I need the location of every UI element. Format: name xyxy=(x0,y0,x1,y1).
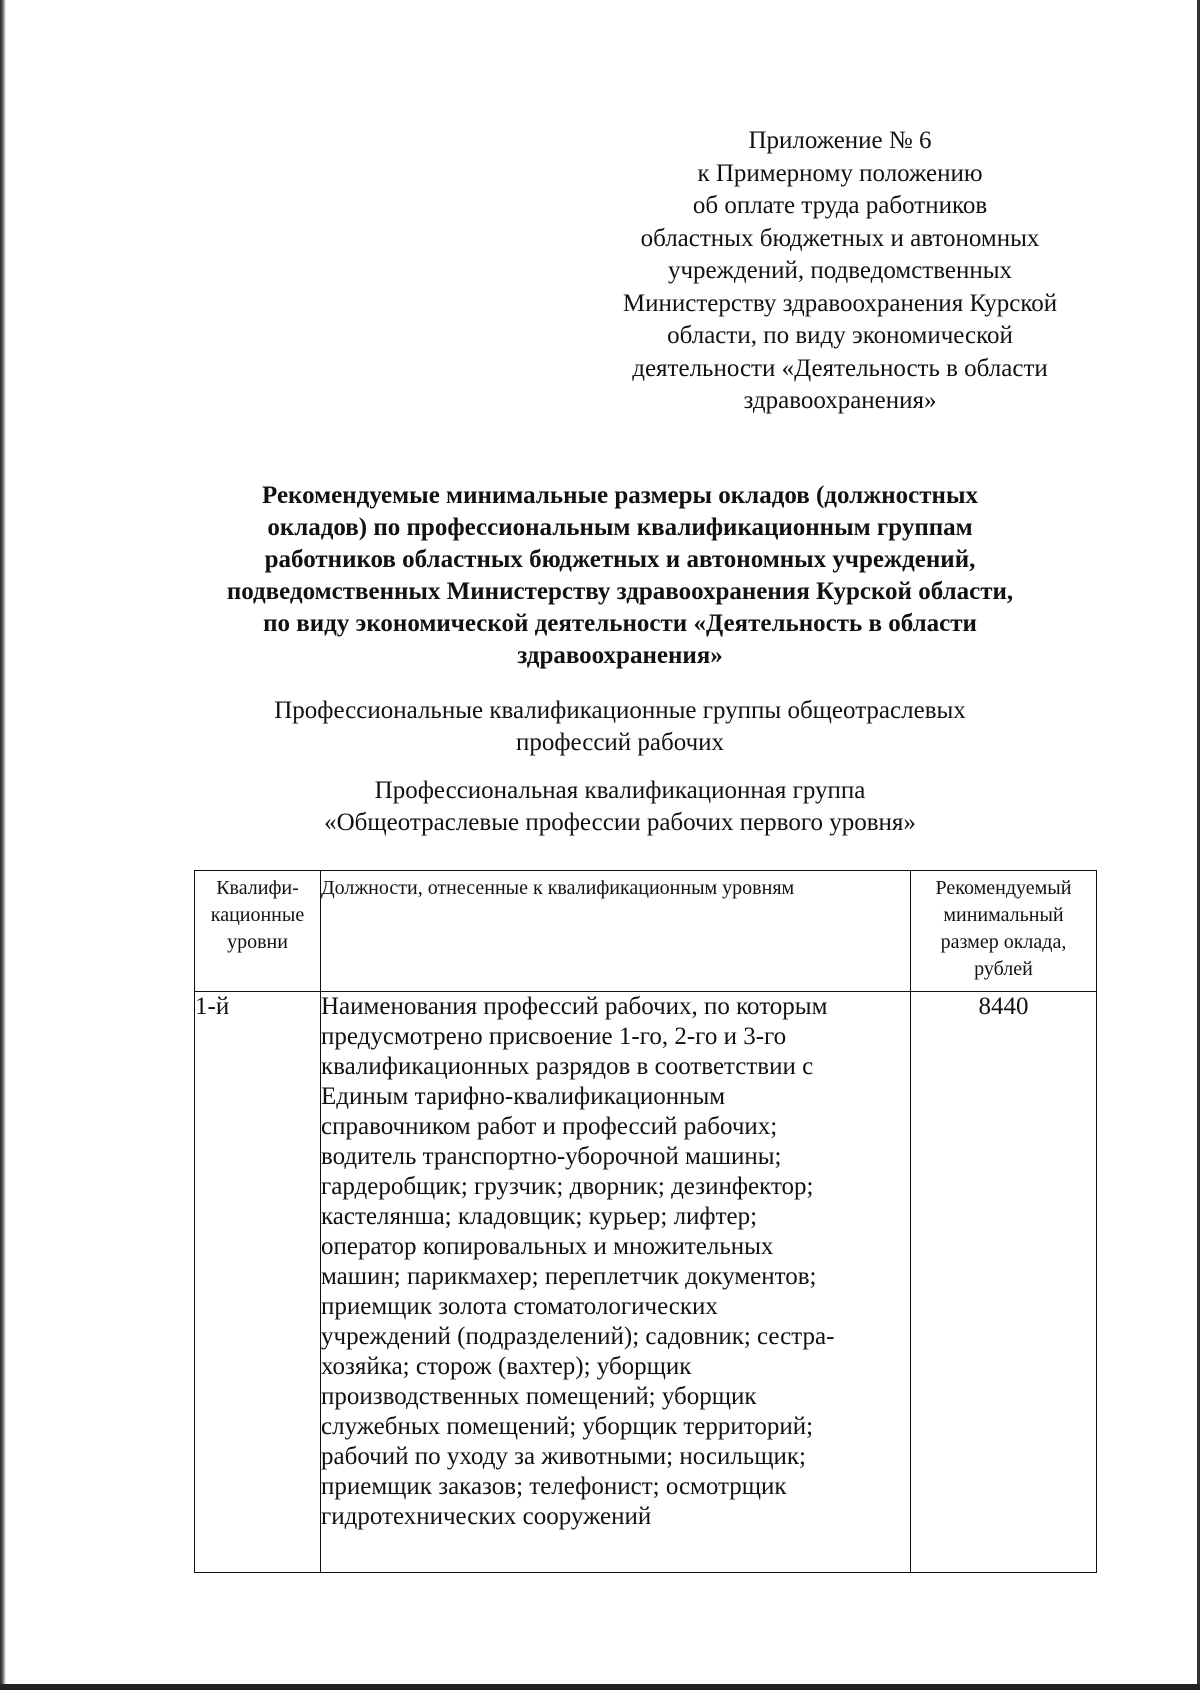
appendix-line: учреждений, подведомственных xyxy=(667,257,1013,284)
header-positions: Должности, отнесенные к квалификационным уровням xyxy=(321,871,911,992)
appendix-line: деятельности «Деятельность в области xyxy=(632,354,1048,382)
cell-level: 1-й xyxy=(195,992,321,1573)
cell-salary: 8440 xyxy=(911,992,1097,1573)
scan-edge-left xyxy=(0,0,6,1690)
appendix-line: Министерству здравоохранения Курской xyxy=(622,289,1058,317)
appendix-line: Приложение № 6 xyxy=(748,127,932,154)
subgroup-heading-line: Профессиональная квалификационная группа xyxy=(374,777,866,804)
appendix-line: об оплате труда работников xyxy=(692,192,988,219)
appendix-line: к Примерному положению xyxy=(697,159,983,187)
table-row xyxy=(195,992,1097,1573)
cell-positions: Наименования профессий рабочих, по которым предусмотрено присвоение 1-го, 2-го и 3-го квалификационных разрядов в соответствии с Единым тарифно-квалификационным справочником работ и профессий рабочих; водитель транспортно-уборочной машины; гардеробщик; грузчик; дворник; дезинфектор; кастелянша; кладовщик; курьер; лифтер; оператор копировальных и множительных машин; парикмахер; переплетчик документов; приемщик золота стоматологических учреждений (подразделений); садовник; сестра- хозяйка; сторож (вахтер); уборщик производственных помещений; уборщик служебных помещений; уборщик территорий; рабочий по уходу за животными; носильщик; приемщик заказов; телефонист; осмотрщик гидротехнических сооружений xyxy=(321,992,911,1573)
document-title xyxy=(160,480,1080,672)
header-qualification-level: Квалифи- кационные уровни xyxy=(195,871,321,992)
title-line: подведомственных Министерству здравоохранения Курской области, xyxy=(226,578,1014,605)
group-heading-line: Профессиональные квалификационные группы общеотраслевых xyxy=(274,697,966,724)
title-line: работников областных бюджетных и автономных учреждений, xyxy=(264,546,976,573)
title-line: Рекомендуемые минимальные размеры окладов (должностных xyxy=(262,482,978,509)
title-line: окладов) по профессиональным квалификационным группам xyxy=(267,514,973,541)
appendix-reference xyxy=(560,125,1120,418)
header-salary: Рекомендуемый минимальный размер оклада, рублей xyxy=(911,871,1097,992)
table-header-row xyxy=(195,871,1097,992)
salary-table xyxy=(194,870,1097,1573)
title-line: здравоохранения» xyxy=(517,642,723,669)
scan-edge-bottom xyxy=(0,1684,1200,1690)
appendix-line: здравоохранения» xyxy=(743,387,937,414)
subgroup-heading xyxy=(160,775,1080,839)
appendix-line: областных бюджетных и автономных xyxy=(640,224,1040,252)
title-line: по виду экономической деятельности «Деятельность в области xyxy=(263,610,977,637)
group-heading xyxy=(160,695,1080,759)
group-heading-line: профессий рабочих xyxy=(515,729,725,756)
subgroup-heading-line: «Общеотраслевые профессии рабочих первого уровня» xyxy=(324,809,916,836)
appendix-line: области, по виду экономической xyxy=(667,322,1013,349)
